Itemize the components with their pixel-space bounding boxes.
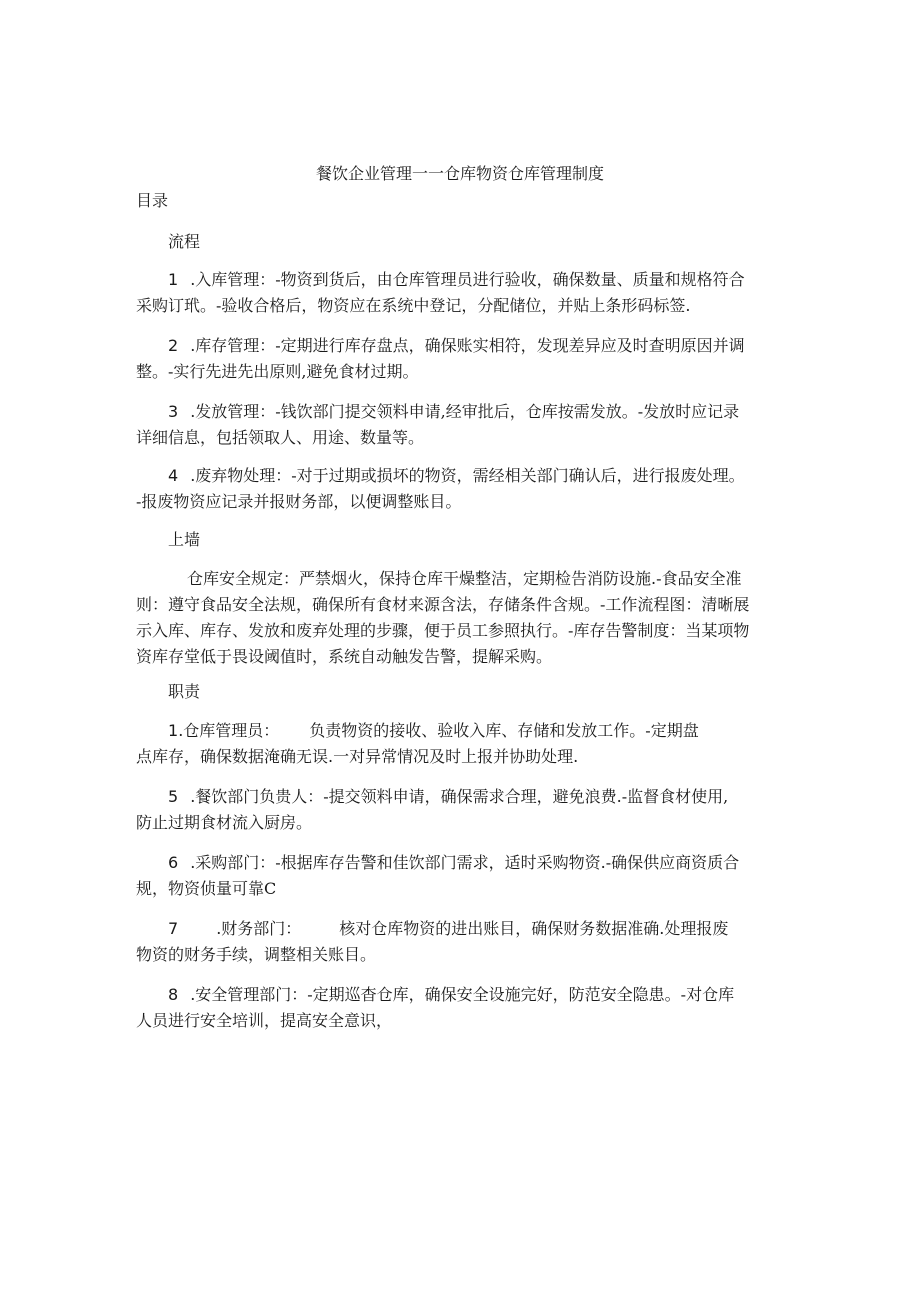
item-number: 8: [168, 985, 179, 1004]
item-number: 3: [168, 402, 179, 421]
item-text-line2: 整。-实行先进先出原则,避免食材过期。: [136, 362, 419, 381]
wall-line-1: 仓库安全规定：严禁烟火，保持仓库干燥整洁，定期检告消防设施.-食品安全准: [187, 569, 742, 588]
duty-label: .财务部门：: [216, 919, 302, 938]
toc-label: 目录: [136, 191, 169, 210]
item-text-line2: -报废物资应记录并报财务部，以便调整账目。: [136, 492, 462, 511]
wall-line-2: 则：遵守食品安全法规，确保所有食材来源含法，存储条件含规。-工作流程图：清晰展: [136, 595, 750, 614]
section-heading-process: 流程: [168, 232, 201, 251]
wall-paragraph: [136, 566, 749, 670]
wall-line-4: 资库存堂低于畏设阈值时，系统自动触发告警，提解采购。: [136, 647, 553, 666]
item-number: 7: [168, 919, 179, 938]
duty-item-5: [136, 784, 728, 836]
item-text-line1: .安全管理部门：-定期巡杳仓库，确保安全设施完好，防范安全隐患。-对仓库: [190, 985, 735, 1004]
item-text-line2: 人员进行安全培训，提高安全意识，: [136, 1011, 393, 1030]
item-number: 1: [168, 721, 179, 740]
process-item-1: [136, 267, 745, 319]
item-text-line2: 防止过期食材流入厨房。: [136, 813, 313, 832]
duty-label: .仓库管理员：: [178, 721, 280, 740]
item-text-line1: 负责物资的接收、验收入库、存储和发放工作。-定期盘: [309, 721, 699, 740]
item-number: 6: [168, 853, 179, 872]
item-text-line2: 规，物资侦量可靠C: [136, 879, 277, 898]
item-text-line1: .餐饮部门负贵人：-提交领料申请，确保需求合理，避免浪费.-监督食材使用,: [190, 787, 729, 806]
item-text-line2: 详细信息，包括领取人、用途、数量等。: [136, 428, 425, 447]
process-item-4: [136, 463, 745, 515]
process-item-3: [136, 399, 739, 451]
item-text-line2: 物资的财务手续，调整相关账目。: [136, 945, 377, 964]
page-title: 餐饮企业管理一一仓库物资仓库管理制度: [315, 164, 604, 183]
process-item-2: [136, 333, 745, 385]
duty-item-1: [136, 718, 699, 770]
item-text-line2: 点库存，确保数据淹确无误.一对异常情况及时上报并协助处理.: [136, 747, 579, 766]
item-number: 1: [168, 270, 179, 289]
duty-item-6: [136, 850, 739, 902]
item-text-line1: .发放管理：-钱饮部门提交领料申请,经审批后，仓库按需发放。-发放时应记录: [190, 402, 740, 421]
duty-item-7: [136, 916, 728, 968]
item-text-line2: 采购订玳。-验收合格后，物资应在系统中登记，分配储位，并贴上条形码标签.: [136, 296, 691, 315]
item-text-line1: .废弃物处理：-对于过期或损坏的物资，需经相关部门确认后，进行报废处理。: [190, 466, 745, 485]
item-text-line1: .库存管理：-定期进行库存盘点，确保账实相符，发现差异应及时查明原因并调: [190, 336, 745, 355]
item-number: 5: [168, 787, 179, 806]
duty-item-8: [136, 982, 734, 1034]
item-text-line1: .入库管理：-物资到货后，由仓库管理员进行验收，确保数量、质量和规格符合: [190, 270, 745, 289]
item-number: 4: [168, 466, 179, 485]
wall-line-3: 示入库、库存、发放和废弃处理的步骤，便于员工参照执行。-库存告警制度：当某项物: [136, 621, 750, 640]
section-heading-wall: 上墙: [168, 530, 201, 549]
item-number: 2: [168, 336, 179, 355]
section-heading-duties: 职责: [168, 682, 201, 701]
item-text-line1: .采购部门：-根据库存告警和佳饮部门需求，适时采购物资.-确保供应商资质合: [190, 853, 740, 872]
item-text-line1: 核对仓库物资的进出账目，确保财务数据准确.处理报废: [339, 919, 729, 938]
